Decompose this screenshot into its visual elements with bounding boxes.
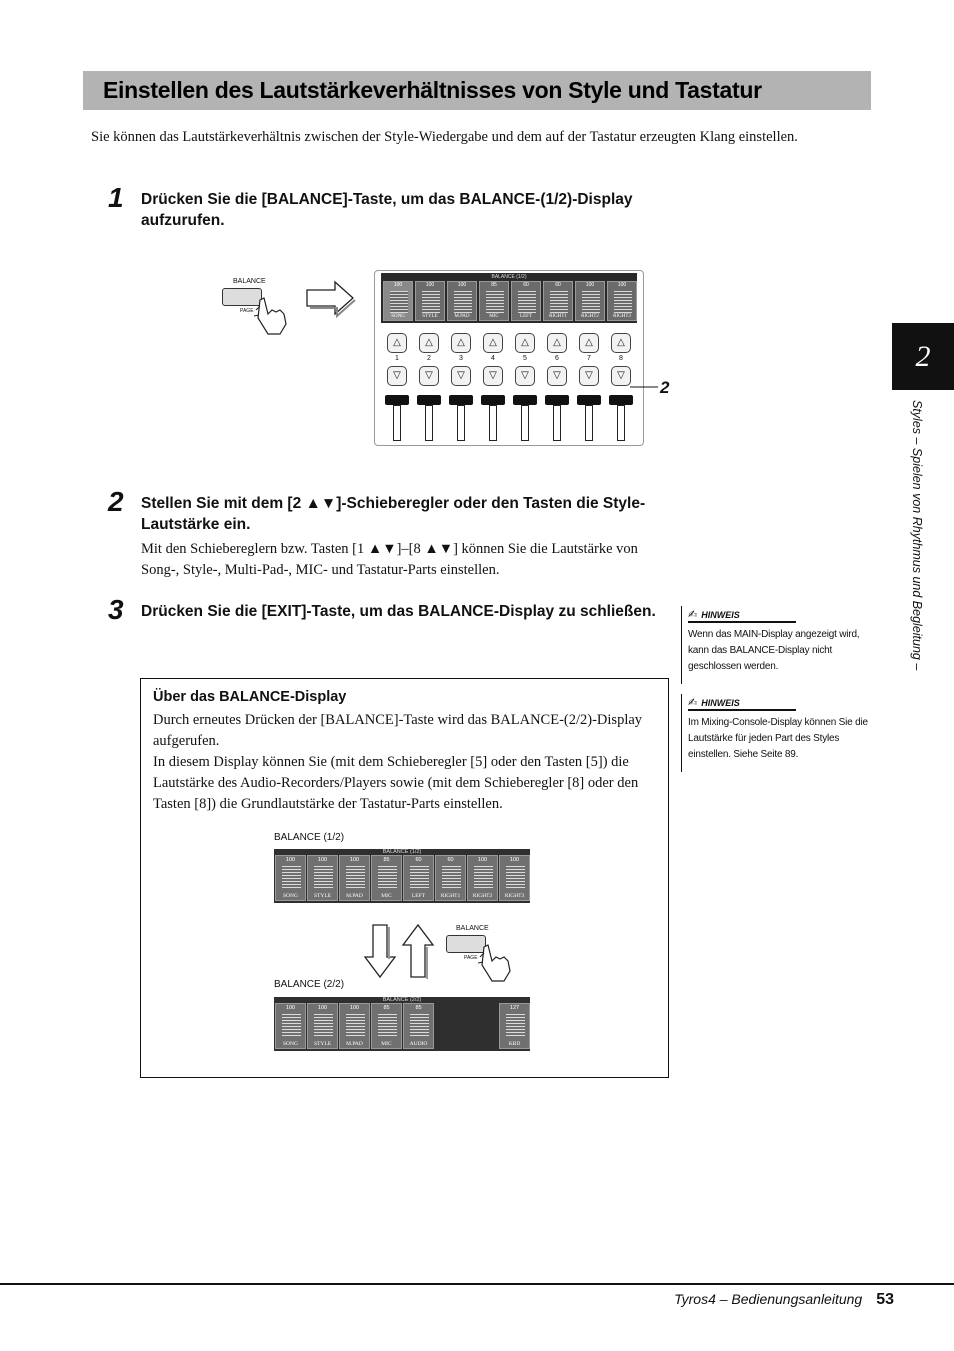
- page-label: PAGE: [464, 955, 478, 961]
- balance-button-illustration: [446, 925, 518, 983]
- up-button[interactable]: △: [515, 333, 535, 353]
- balance-button-illustration: [222, 280, 292, 338]
- lcd-fader: [282, 866, 301, 890]
- slider-knob[interactable]: [545, 395, 569, 405]
- page-switch-arrows-icon: [363, 923, 439, 979]
- lcd-channel-value: 60: [523, 282, 529, 288]
- down-button[interactable]: ▽: [419, 366, 439, 386]
- volume-slider[interactable]: [545, 395, 569, 453]
- lcd-fader: [378, 866, 397, 890]
- lcd-channel-name: MIC: [381, 893, 392, 899]
- lcd-channel: [543, 281, 573, 321]
- lcd-channel-value: 127: [509, 1005, 520, 1011]
- slider-knob[interactable]: [577, 395, 601, 405]
- lcd-channel-value: 100: [349, 1005, 360, 1011]
- lcd-channel-value: 100: [617, 282, 627, 288]
- info-box-paragraph-1: Durch erneutes Drücken der [BALANCE]-Taste wird das BALANCE-(2/2)-Display aufgerufen.: [153, 712, 643, 749]
- button-number: 1: [395, 355, 399, 362]
- slider-knob[interactable]: [481, 395, 505, 405]
- lcd-channel-value: 100: [477, 857, 488, 863]
- lcd-channel: [383, 281, 413, 321]
- lcd-channel: [499, 855, 530, 901]
- up-button[interactable]: △: [419, 333, 439, 353]
- slider-track: [617, 405, 625, 441]
- button-number: 8: [619, 355, 623, 362]
- slider-track: [393, 405, 401, 441]
- lcd-channel: [339, 855, 370, 901]
- footer: [674, 1291, 894, 1309]
- lcd-channel: [499, 1003, 530, 1049]
- lcd-channel-name: M.PAD: [454, 314, 470, 319]
- lcd-channel: [307, 855, 338, 901]
- lcd-channel-value: 100: [349, 857, 360, 863]
- button-number: 5: [523, 355, 527, 362]
- button-number: 2: [427, 355, 431, 362]
- lcd-channel: [371, 1003, 402, 1049]
- lcd-channel-value: 100: [317, 1005, 328, 1011]
- lcd-channel-value: 85: [491, 282, 497, 288]
- pencil-icon: ✍: [688, 696, 698, 709]
- step-title-1: Drücken Sie die [BALANCE]-Taste, um das BALANCE-(1/2)-Display aufzurufen.: [141, 191, 633, 229]
- down-button[interactable]: ▽: [579, 366, 599, 386]
- lcd-channel-name: RIGHT1: [549, 314, 567, 319]
- lcd-channel-value: 85: [415, 1005, 422, 1011]
- lcd-channel: [415, 281, 445, 321]
- step-body-2: Mit den Schiebereglern bzw. Tasten [1 ▲▼]–[8 ▲▼] können Sie die Lautstärke von Song-, Style-, Multi-Pad-, MIC- und Tastatur-Parts einstellen.: [141, 541, 638, 578]
- note-1: [688, 608, 868, 675]
- note-label: HINWEIS: [701, 609, 740, 620]
- intro-text: Sie können das Lautstärkeverhältnis zwischen der Style-Wiedergabe und dem auf der Tastatur erzeugten Klang einstellen.: [91, 129, 798, 145]
- step-number-3: 3: [108, 594, 124, 625]
- lcd-fader: [442, 866, 461, 890]
- lcd-channel-name: RIGHT1: [440, 893, 461, 899]
- info-box-title: Über das BALANCE-Display: [153, 689, 347, 705]
- lcd-channel-name: LEFT: [520, 314, 532, 319]
- button-number: 7: [587, 355, 591, 362]
- lcd-fader: [518, 291, 536, 313]
- lcd-channel-name: SONG: [283, 893, 298, 899]
- lcd-channel: [447, 281, 477, 321]
- note-underline: [688, 709, 796, 711]
- page-number: 53: [876, 1291, 894, 1308]
- balance-label: BALANCE: [233, 278, 266, 285]
- section-heading-text: Einstellen des Lautstärkeverhältnisses von Style und Tastatur: [103, 77, 762, 103]
- lcd-fader: [550, 291, 568, 313]
- lcd-channel-value: 100: [317, 857, 328, 863]
- lcd-fader: [614, 291, 632, 313]
- lcd-channel: [575, 281, 605, 321]
- arrow-right-icon: [303, 280, 357, 320]
- lcd-channel-name: MIC: [489, 314, 499, 319]
- volume-slider[interactable]: [577, 395, 601, 453]
- note-divider: [681, 694, 682, 772]
- lcd-channel-value: 100: [285, 1005, 296, 1011]
- lcd-fader: [410, 1014, 429, 1038]
- lcd-channel-name: LEFT: [411, 893, 426, 899]
- lcd-channel: [479, 281, 509, 321]
- footer-manual-title: Tyros4 – Bedienungsanleitung: [674, 1291, 863, 1307]
- lcd-fader: [378, 1014, 397, 1038]
- balance-1-2-label: BALANCE (1/2): [274, 832, 345, 843]
- balance-2-2-label: BALANCE (2/2): [274, 979, 345, 990]
- balance-2-2-lcd: [274, 997, 530, 1051]
- lcd-channel: [511, 281, 541, 321]
- lcd-channel-value: 100: [509, 857, 520, 863]
- slider-knob[interactable]: [609, 395, 633, 405]
- lcd-channel-name: AUDIO: [409, 1041, 428, 1047]
- callout-line: [630, 382, 658, 392]
- lcd-channel-name: RIGHT2: [581, 314, 599, 319]
- section-heading: [83, 71, 871, 110]
- note-text: Im Mixing-Console-Display können Sie die Lautstärke für jeden Part des Styles einstellen. Siehe Seite 89.: [688, 717, 868, 760]
- lcd-channel: [403, 855, 434, 901]
- up-button[interactable]: △: [547, 333, 567, 353]
- lcd-channel-name: SONG: [283, 1041, 298, 1047]
- lcd-fader: [486, 291, 504, 313]
- lcd-fader: [390, 291, 408, 313]
- down-button[interactable]: ▽: [515, 366, 535, 386]
- slider-track: [553, 405, 561, 441]
- volume-slider[interactable]: [609, 395, 633, 453]
- button-number: 4: [491, 355, 495, 362]
- lcd-channel-value: 100: [457, 282, 467, 288]
- slider-track: [457, 405, 465, 441]
- lcd-fader: [474, 866, 493, 890]
- slider-track: [425, 405, 433, 441]
- slider-track: [489, 405, 497, 441]
- chapter-side-text: [912, 400, 926, 730]
- button-number: 6: [555, 355, 559, 362]
- lcd-channel: [307, 1003, 338, 1049]
- lcd-fader: [454, 291, 472, 313]
- lcd-channel: [435, 855, 466, 901]
- lcd-fader: [410, 866, 429, 890]
- volume-slider[interactable]: [481, 395, 505, 453]
- lcd-channel-value: 100: [585, 282, 595, 288]
- lcd-channel: [403, 1003, 434, 1049]
- lcd-title: BALANCE (2/2): [382, 997, 422, 1003]
- step-number-2: 2: [108, 486, 124, 517]
- lcd-fader: [346, 866, 365, 890]
- lcd-channel: [371, 855, 402, 901]
- chapter-tab: 2: [892, 323, 954, 390]
- lcd-channel-name: RIGHT2: [472, 893, 493, 899]
- balance-panel-illustration: [374, 270, 644, 446]
- down-button[interactable]: ▽: [611, 366, 631, 386]
- lcd-title: BALANCE (1/2): [382, 849, 422, 855]
- volume-slider[interactable]: [449, 395, 473, 453]
- volume-slider[interactable]: [417, 395, 441, 453]
- lcd-channel-value: 100: [425, 282, 435, 288]
- lcd-channel-value: 60: [447, 857, 454, 863]
- info-box: [140, 678, 669, 1078]
- lcd-fader: [314, 866, 333, 890]
- down-button[interactable]: ▽: [483, 366, 503, 386]
- lcd-channel-value: 60: [415, 857, 422, 863]
- lcd-channel: [275, 855, 306, 901]
- lcd-channel-name: MIC: [381, 1041, 392, 1047]
- callout-2: 2: [660, 378, 670, 397]
- step-title-2: Stellen Sie mit dem [2 ▲▼]-Schieberegler oder den Tasten die Style-Lautstärke ein.: [141, 495, 646, 533]
- pressing-hand-icon: [254, 296, 290, 336]
- footer-rule: [0, 1283, 954, 1285]
- lcd-channel: [275, 1003, 306, 1049]
- slider-knob[interactable]: [513, 395, 537, 405]
- note-underline: [688, 621, 796, 623]
- balance-1-2-lcd: [274, 849, 530, 903]
- lcd-channel-name: M.PAD: [346, 1041, 363, 1047]
- lcd-channel-name: STYLE: [313, 1041, 332, 1047]
- lcd-channel-value: 85: [383, 857, 390, 863]
- lcd-channel: [467, 855, 498, 901]
- slider-knob[interactable]: [385, 395, 409, 405]
- button-number: 3: [459, 355, 463, 362]
- slider-knob[interactable]: [417, 395, 441, 405]
- lcd-title: BALANCE (1/2): [491, 274, 527, 280]
- chapter-side-label: Styles – Spielen von Rhythmus und Begleitung –: [910, 400, 924, 671]
- lcd-channel-name: STYLE: [422, 314, 438, 319]
- up-button[interactable]: △: [387, 333, 407, 353]
- lcd-channel: [607, 281, 637, 321]
- lcd-channel: [339, 1003, 370, 1049]
- lcd-channel-name: RIGHT3: [504, 893, 525, 899]
- lcd-channel-value: 100: [393, 282, 403, 288]
- lcd-channel-value: 85: [383, 1005, 390, 1011]
- lcd-fader: [314, 1014, 333, 1038]
- down-button[interactable]: ▽: [547, 366, 567, 386]
- info-box-paragraph-2: In diesem Display können Sie (mit dem Schieberegler [5] oder den Tasten [5]) die Lautstärke des Audio-Recorders/Players sowie (mit dem Schieberegler [8] oder den Tasten [8]) die Grundlautstärke der Tastatur-Parts einstellen.: [153, 754, 639, 812]
- lcd-fader: [346, 1014, 365, 1038]
- note-2: [688, 696, 868, 763]
- lcd-fader: [582, 291, 600, 313]
- note-text: Wenn das MAIN-Display angezeigt wird, kann das BALANCE-Display nicht geschlossen werden.: [688, 629, 860, 672]
- up-button[interactable]: △: [483, 333, 503, 353]
- lcd-fader: [506, 866, 525, 890]
- lcd-fader: [282, 1014, 301, 1038]
- pencil-icon: ✍: [688, 608, 698, 621]
- slider-track: [585, 405, 593, 441]
- volume-slider[interactable]: [513, 395, 537, 453]
- up-button[interactable]: △: [579, 333, 599, 353]
- up-button[interactable]: △: [611, 333, 631, 353]
- balance-lcd: [381, 273, 637, 323]
- lcd-channel-name: STYLE: [313, 893, 332, 899]
- up-button[interactable]: △: [451, 333, 471, 353]
- down-button[interactable]: ▽: [451, 366, 471, 386]
- lcd-channel-name: RIGHT3: [613, 314, 631, 319]
- slider-knob[interactable]: [449, 395, 473, 405]
- lcd-channel-value: 100: [285, 857, 296, 863]
- lcd-channel-name: SONG: [391, 314, 405, 319]
- note-label: HINWEIS: [701, 697, 740, 708]
- lcd-channel-value: 60: [555, 282, 561, 288]
- down-button[interactable]: ▽: [387, 366, 407, 386]
- lcd-channel-name: KBD: [508, 1041, 521, 1047]
- balance-label: BALANCE: [456, 925, 489, 932]
- slider-track: [521, 405, 529, 441]
- lcd-fader: [506, 1014, 525, 1038]
- page-label: PAGE: [240, 308, 254, 314]
- lcd-channel-name: M.PAD: [346, 893, 363, 899]
- step-number-1: 1: [108, 182, 124, 213]
- step-title-3: Drücken Sie die [EXIT]-Taste, um das BALANCE-Display zu schließen.: [141, 603, 656, 620]
- volume-slider[interactable]: [385, 395, 409, 453]
- lcd-fader: [422, 291, 440, 313]
- note-divider: [681, 606, 682, 684]
- pressing-hand-icon: [478, 943, 514, 983]
